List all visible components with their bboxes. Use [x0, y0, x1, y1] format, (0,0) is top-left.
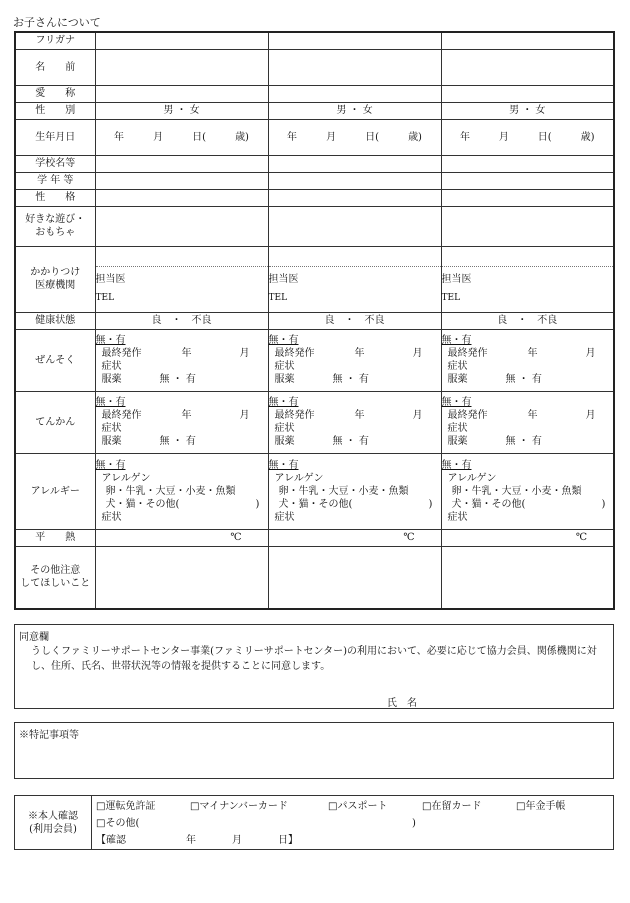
id-option-other[interactable]: □その他( — [96, 818, 140, 829]
other-notes-label: その他注意 してほしいこと — [15, 546, 95, 609]
birth-label: 生年月日 — [15, 119, 95, 155]
temp-field-1[interactable]: ℃ — [95, 529, 268, 546]
asthma-field-3[interactable]: 無・有 最終発作 年 月 症状 服薬 無 ・ 有 — [441, 329, 614, 391]
name-field-1[interactable] — [95, 49, 268, 85]
consent-title: 同意欄 — [19, 632, 49, 643]
health-choice-3[interactable]: 良 ・ 不良 — [441, 312, 614, 329]
temp-field-2[interactable]: ℃ — [268, 529, 441, 546]
play-label: 好きな遊び・ おもちゃ — [15, 206, 95, 246]
other-notes-field-2[interactable] — [268, 546, 441, 609]
sex-choice-2[interactable]: 男 ・ 女 — [268, 102, 441, 119]
personality-field-2[interactable] — [268, 189, 441, 206]
school-field-1[interactable] — [95, 155, 268, 172]
school-field-3[interactable] — [441, 155, 614, 172]
id-option-passport[interactable]: □パスポート — [328, 801, 388, 812]
health-choice-1[interactable]: 良 ・ 不良 — [95, 312, 268, 329]
epilepsy-label: てんかん — [15, 391, 95, 453]
play-field-3[interactable] — [441, 206, 614, 246]
id-option-residence-card[interactable]: □在留カード — [422, 801, 482, 812]
id-option-license[interactable]: □運転免許証 — [96, 801, 156, 812]
allergy-field-1[interactable]: 無・有 アレルゲン 卵・牛乳・大豆・小麦・魚類 犬・猫・その他( ) 症状 — [95, 453, 268, 529]
furigana-label: フリガナ — [15, 32, 95, 49]
id-check-box — [14, 795, 614, 850]
id-option-mynumber[interactable]: □マイナンバーカード — [190, 801, 288, 812]
asthma-label: ぜんそく — [15, 329, 95, 391]
epilepsy-field-1[interactable]: 無・有 最終発作 年 月 症状 服薬 無 ・ 有 — [95, 391, 268, 453]
clinic-label: かかりつけ 医療機関 — [15, 246, 95, 312]
asthma-field-1[interactable]: 無・有 最終発作 年 月 症状 服薬 無 ・ 有 — [95, 329, 268, 391]
sex-choice-1[interactable]: 男 ・ 女 — [95, 102, 268, 119]
temp-label: 平 熱 — [15, 529, 95, 546]
allergy-label: アレルギー — [15, 453, 95, 529]
clinic-field-3[interactable]: 担当医 TEL — [441, 246, 614, 312]
grade-field-2[interactable] — [268, 172, 441, 189]
special-notes-box[interactable] — [14, 722, 614, 779]
health-label: 健康状態 — [15, 312, 95, 329]
nickname-field-1[interactable] — [95, 85, 268, 102]
personality-label: 性 格 — [15, 189, 95, 206]
grade-label: 学 年 等 — [15, 172, 95, 189]
personality-field-3[interactable] — [441, 189, 614, 206]
asthma-field-2[interactable]: 無・有 最終発作 年 月 症状 服薬 無 ・ 有 — [268, 329, 441, 391]
id-check-label: ※本人確認 (利用会員) — [15, 796, 92, 849]
furigana-field-3[interactable] — [441, 32, 614, 49]
consent-text: うしくファミリーサポートセンター事業(ファミリーサポートセンター)の利用において、必要に応じて協力会員、関係機関に対し、住所、氏名、世帯状況等の情報を提供することに同意します。 — [31, 646, 597, 672]
id-check-options: □運転免許証 □マイナンバーカード □パスポート □在留カード □年金手帳 □その他( ) 【確認 年 月 日】 — [92, 796, 569, 849]
other-notes-field-1[interactable] — [95, 546, 268, 609]
school-label: 学校名等 — [15, 155, 95, 172]
play-field-2[interactable] — [268, 206, 441, 246]
furigana-field-2[interactable] — [268, 32, 441, 49]
school-field-2[interactable] — [268, 155, 441, 172]
section-caption: お子さんについて — [13, 16, 101, 29]
nickname-label: 愛 称 — [15, 85, 95, 102]
name-field-2[interactable] — [268, 49, 441, 85]
grade-field-1[interactable] — [95, 172, 268, 189]
health-choice-2[interactable]: 良 ・ 不良 — [268, 312, 441, 329]
birth-field-1[interactable]: 年 月 日( 歳) — [95, 119, 268, 155]
clinic-field-2[interactable]: 担当医 TEL — [268, 246, 441, 312]
personality-field-1[interactable] — [95, 189, 268, 206]
name-label: 名 前 — [15, 49, 95, 85]
child-info-table — [14, 31, 615, 610]
sex-choice-3[interactable]: 男 ・ 女 — [441, 102, 614, 119]
id-option-pension-book[interactable]: □年金手帳 — [516, 801, 566, 812]
allergy-field-2[interactable]: 無・有 アレルゲン 卵・牛乳・大豆・小麦・魚類 犬・猫・その他( ) 症状 — [268, 453, 441, 529]
id-confirm-date: 【確認 年 月 日】 — [96, 835, 298, 846]
nickname-field-3[interactable] — [441, 85, 614, 102]
special-notes-title: ※特記事項等 — [19, 730, 79, 741]
consent-box — [14, 624, 614, 709]
clinic-field-1[interactable]: 担当医 TEL — [95, 246, 268, 312]
play-field-1[interactable] — [95, 206, 268, 246]
grade-field-3[interactable] — [441, 172, 614, 189]
temp-field-3[interactable]: ℃ — [441, 529, 614, 546]
other-notes-field-3[interactable] — [441, 546, 614, 609]
nickname-field-2[interactable] — [268, 85, 441, 102]
consent-name-label: 氏 名 — [387, 698, 417, 709]
epilepsy-field-3[interactable]: 無・有 最終発作 年 月 症状 服薬 無 ・ 有 — [441, 391, 614, 453]
allergy-field-3[interactable]: 無・有 アレルゲン 卵・牛乳・大豆・小麦・魚類 犬・猫・その他( ) 症状 — [441, 453, 614, 529]
epilepsy-field-2[interactable]: 無・有 最終発作 年 月 症状 服薬 無 ・ 有 — [268, 391, 441, 453]
birth-field-2[interactable]: 年 月 日( 歳) — [268, 119, 441, 155]
birth-field-3[interactable]: 年 月 日( 歳) — [441, 119, 614, 155]
name-field-3[interactable] — [441, 49, 614, 85]
furigana-field-1[interactable] — [95, 32, 268, 49]
sex-label: 性 別 — [15, 102, 95, 119]
